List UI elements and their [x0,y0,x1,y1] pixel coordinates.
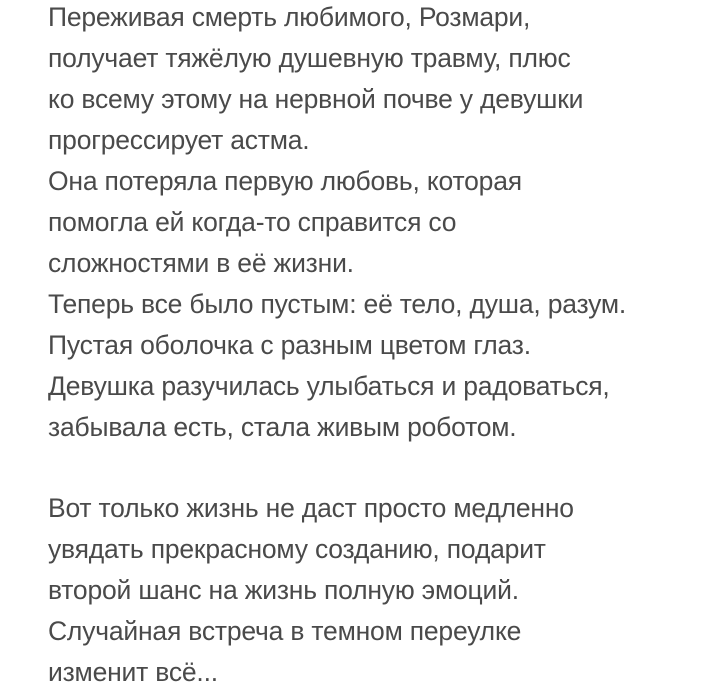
text-line: Вот только жизнь не даст просто медленно [48,493,574,523]
text-line: увядать прекрасному созданию, подарит [48,534,546,564]
paragraph-1 [48,0,708,448]
text-line: Переживая смерть любимого, Розмари, [48,2,531,32]
text-line: Теперь все было пустым: её тело, душа, разум. [48,289,627,319]
text-line: второй шанс на жизнь полную эмоций. [48,575,519,605]
text-line: Девушка разучилась улыбаться и радоваться, [48,371,610,401]
text-line: помогла ей когда-то справится со [48,207,457,237]
paragraph-spacer [48,448,708,489]
paragraph-2 [48,488,708,693]
text-line: получает тяжёлую душевную травму, плюс [48,43,571,73]
text-line: Пустая оболочка с разным цветом глаз. [48,330,531,360]
text-line: изменит всё... [48,657,218,687]
text-line: сложностями в её жизни. [48,248,354,278]
text-line: прогрессирует астма. [48,125,310,155]
story-text [48,0,708,693]
text-line: забывала есть, стала живым роботом. [48,412,517,442]
text-line: ко всему этому на нервной почве у девушки [48,84,584,114]
text-line: Случайная встреча в темном переулке [48,616,522,646]
text-line: Она потеряла первую любовь, которая [48,166,522,196]
